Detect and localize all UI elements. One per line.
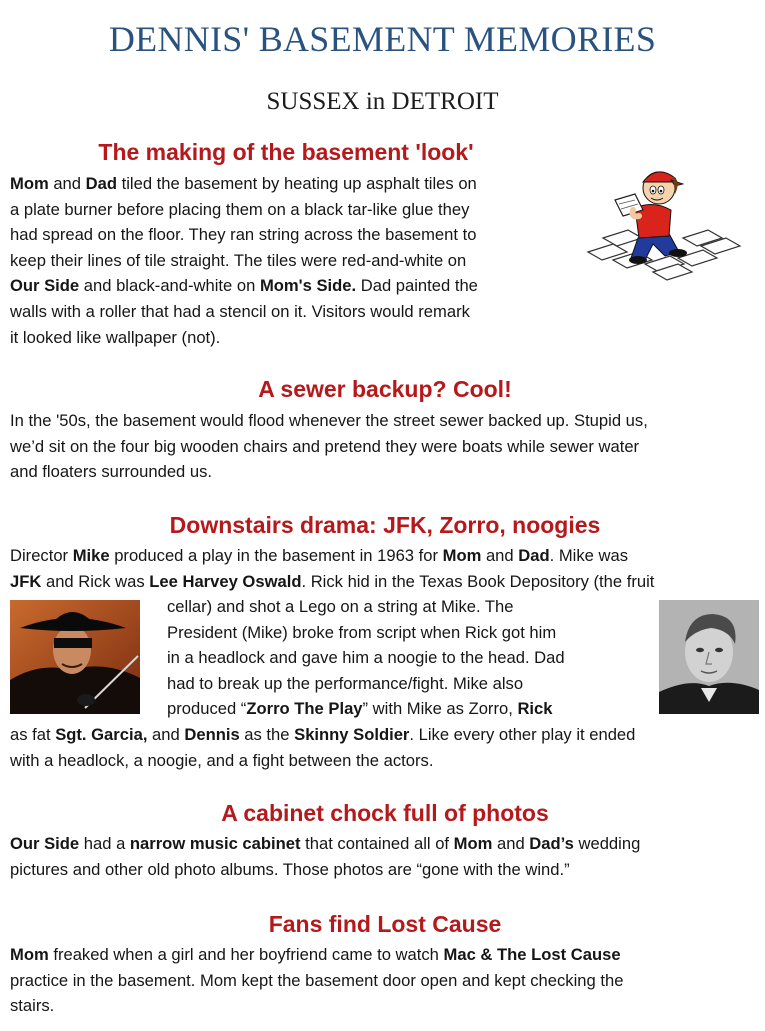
text-run: freaked when a girl and her boyfriend came to watch <box>48 945 444 964</box>
text-run: produced “ <box>167 699 247 719</box>
text-line <box>10 459 648 485</box>
text-line <box>167 696 565 722</box>
text-line <box>10 248 478 274</box>
bold-text: narrow music cabinet <box>129 834 301 853</box>
text-line <box>167 671 565 697</box>
bold-text: Dad <box>85 174 117 193</box>
bold-text: Rick <box>517 699 553 719</box>
text-run: in a headlock and gave him a noogie to the head. Dad <box>167 648 565 668</box>
text-run: had spread on the floor. They ran string across the basement to <box>10 225 477 245</box>
text-run: tiled the basement by heating up asphalt tiles on <box>117 174 477 193</box>
bold-text: Mom's Side. <box>259 276 357 296</box>
heading-cabinet-photos: A cabinet chock full of photos <box>221 800 549 826</box>
bold-text: Mom <box>10 174 49 193</box>
text-run: pictures and other old photo albums. Those photos are “gone with the wind.” <box>10 859 570 879</box>
text-run: a plate burner before placing them on a black tar-like glue they <box>10 199 470 219</box>
text-line <box>10 569 654 595</box>
bold-text: Our Side <box>10 276 80 296</box>
text-run: stairs. <box>10 996 55 1016</box>
text-run: . Mike was <box>549 546 628 565</box>
bold-text: Dennis <box>184 725 240 744</box>
bold-text: Sgt. Garcia, <box>55 725 148 744</box>
text-run: cellar) and shot a Lego on a string at Mike. The <box>167 597 514 616</box>
text-run: In the '50s, the basement would flood whenever the street sewer backed up. Stupid us, <box>10 411 648 430</box>
text-line <box>10 299 478 325</box>
bold-text: Mom <box>10 945 49 964</box>
text-line <box>10 222 478 248</box>
text-run: and <box>481 546 519 565</box>
text-run: had a <box>79 834 130 853</box>
paragraph-lost-cause <box>10 942 623 1019</box>
page-subtitle: SUSSEX in DETROIT <box>266 88 499 115</box>
heading-basement-look: The making of the basement 'look' <box>98 139 474 165</box>
text-run: as fat <box>10 725 56 744</box>
text-line <box>10 968 623 994</box>
paragraph-sewer-backup <box>10 408 648 485</box>
text-line <box>167 620 565 646</box>
heading-downstairs-drama: Downstairs drama: JFK, Zorro, noogies <box>169 512 601 538</box>
text-run: practice in the basement. Mom kept the basement door open and kept checking the <box>10 970 624 990</box>
text-line <box>10 197 478 223</box>
page-title: DENNIS' BASEMENT MEMORIES <box>108 19 657 59</box>
text-line <box>167 594 565 620</box>
bold-text: Lee Harvey Oswald <box>149 571 302 591</box>
text-run: walls with a roller that had a stencil on it. Visitors would remark <box>10 301 470 321</box>
text-run: and Rick was <box>41 571 150 591</box>
text-line <box>10 543 654 569</box>
bold-text: Dad <box>518 546 550 565</box>
text-run: we’d sit on the four big wooden chairs and pretend they were boats while sewer water <box>10 436 640 456</box>
text-run: produced a play in the basement in 1963 for <box>109 546 443 565</box>
bold-text: Zorro The Play <box>246 699 363 719</box>
text-line <box>10 273 478 299</box>
bold-text: Mom <box>453 834 493 853</box>
heading-sewer-backup: A sewer backup? Cool! <box>258 376 512 402</box>
bold-text: Our Side <box>10 834 80 853</box>
text-line <box>10 857 640 883</box>
text-line <box>10 942 623 968</box>
bold-text: JFK <box>10 571 42 591</box>
bold-text: Skinny Soldier <box>294 725 410 744</box>
text-run: . Rick hid in the Texas Book Depository (the fruit <box>301 571 655 591</box>
zorro-image <box>10 600 140 714</box>
text-run: with a headlock, a noogie, and a fight between the actors. <box>10 750 434 770</box>
paragraph-cabinet-photos <box>10 831 640 882</box>
text-run: and <box>147 725 185 744</box>
text-run: Director <box>10 546 73 565</box>
bold-text: Mac & The Lost Cause <box>443 945 621 964</box>
text-run: and <box>48 174 86 193</box>
bold-text: Mom <box>442 546 482 565</box>
text-run: Dad painted the <box>356 276 478 296</box>
text-run: ” with Mike as Zorro, <box>362 699 518 719</box>
text-run: that contained all of <box>300 834 454 853</box>
text-line <box>10 722 635 748</box>
text-run: and floaters surrounded us. <box>10 462 213 482</box>
jfk-image <box>659 600 759 714</box>
paragraph-drama-bottom <box>10 722 635 773</box>
text-run: and <box>492 834 530 853</box>
text-line <box>10 993 623 1019</box>
text-run: keep their lines of tile straight. The tiles were red-and-white on <box>10 250 467 270</box>
text-line <box>10 434 648 460</box>
text-run: wedding <box>573 834 641 853</box>
text-line <box>167 645 565 671</box>
cartoon-tiler-image <box>583 160 748 285</box>
bold-text: Dad’s <box>529 834 574 853</box>
text-line <box>10 171 478 197</box>
text-line <box>10 325 478 351</box>
text-run: and black-and-white on <box>79 276 260 296</box>
text-line <box>10 748 635 774</box>
heading-lost-cause: Fans find Lost Cause <box>268 911 502 937</box>
text-run: President (Mike) broke from script when Rick got him <box>167 622 557 642</box>
text-run: as the <box>239 725 295 744</box>
paragraph-drama-middle <box>167 594 565 722</box>
text-line <box>10 831 640 857</box>
bold-text: Mike <box>72 546 110 565</box>
text-line <box>10 408 648 434</box>
paragraph-basement-look <box>10 171 478 350</box>
text-run: it looked like wallpaper (not). <box>10 327 221 347</box>
text-run: had to break up the performance/fight. Mike also <box>167 673 524 693</box>
text-run: . Like every other play it ended <box>409 725 636 744</box>
paragraph-drama-top <box>10 543 654 594</box>
